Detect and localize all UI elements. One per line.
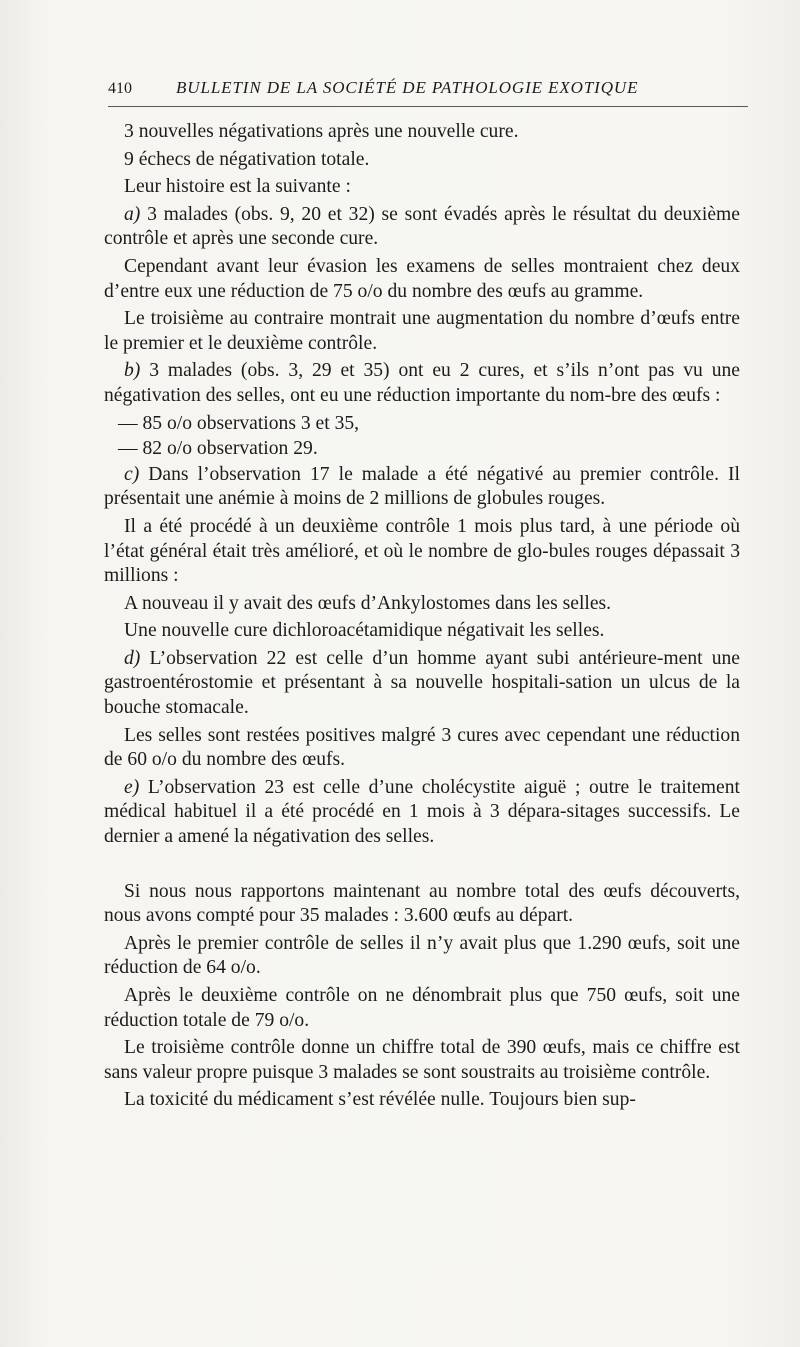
dash-item: — 82 o/o observation 29. bbox=[118, 438, 318, 460]
paragraph: 9 échecs de négativation totale. bbox=[124, 148, 370, 170]
paragraph-item-e: e) L’observation 23 est celle d’une cholécystite aiguë ; outre le traitement médical habituel il a été procédé en 1 mois à 3 dépara-sitages successifs. Le dernier a amené la négativation des selles. bbox=[104, 776, 740, 848]
item-label: b) bbox=[124, 360, 141, 382]
item-label: d) bbox=[124, 647, 141, 669]
paragraph: Le troisième au contraire montrait une augmentation du nombre d’œufs entre le premier et le deuxième contrôle. bbox=[104, 308, 740, 354]
paragraph: Leur histoire est la suivante : bbox=[124, 176, 351, 198]
page-header bbox=[108, 76, 748, 108]
header-rule bbox=[108, 106, 748, 107]
paragraph: Il a été procédé à un deuxième contrôle 1 mois plus tard, à une période où l’état général était très amélioré, et où le nombre de glo-bules rouges dépassait 3 millions : bbox=[104, 515, 740, 587]
paragraph: Le troisième contrôle donne un chiffre total de 390 œufs, mais ce chiffre est sans valeur propre puisque 3 malades se sont soustraits au troisième contrôle. bbox=[104, 1037, 740, 1083]
paragraph: Après le premier contrôle de selles il n’y avait plus que 1.290 œufs, soit une réduction de 64 o/o. bbox=[104, 932, 740, 979]
body-text bbox=[104, 120, 740, 1116]
page-number: 410 bbox=[108, 80, 132, 97]
item-label: e) bbox=[124, 776, 140, 798]
paragraph: Une nouvelle cure dichloroacétamidique négativait les selles. bbox=[124, 620, 605, 642]
paragraph: A nouveau il y avait des œufs d’Ankylostomes dans les selles. bbox=[124, 592, 612, 614]
item-label: c) bbox=[124, 463, 140, 485]
paragraph: Si nous nous rapportons maintenant au nombre total des œufs découverts, nous avons compté pour 35 malades : 3.600 œufs au départ. bbox=[104, 880, 740, 927]
paragraph-item-c: c) Dans l’observation 17 le malade a été négativé au premier contrôle. Il présentait une anémie à moins de 2 millions de globules rouges. bbox=[104, 463, 740, 510]
item-label: a) bbox=[124, 203, 141, 225]
dash-item: — 85 o/o observations 3 et 35, bbox=[118, 412, 360, 434]
paragraph-item-d: d) L’observation 22 est celle d’un homme ayant subi antérieure-ment une gastroentérostomie et présentant à sa nouvelle hospitali-sation un ulcus de la bouche stomacale. bbox=[104, 647, 740, 719]
paragraph: 3 nouvelles négativations après une nouvelle cure. bbox=[124, 121, 519, 142]
paragraph-item-b: b) 3 malades (obs. 3, 29 et 35) ont eu 2 cures, et s’ils n’ont pas vu une négativation des selles, ont eu une réduction importante du nom-bre des œufs : bbox=[104, 360, 740, 406]
running-title: BULLETIN DE LA SOCIÉTÉ DE PATHOLOGIE EXOTIQUE bbox=[176, 78, 639, 97]
paragraph-item-a: a) 3 malades (obs. 9, 20 et 32) se sont évadés après le résultat du deuxième contrôle et après une seconde cure. bbox=[104, 203, 740, 250]
paragraph: Cependant avant leur évasion les examens de selles montraient chez deux d’entre eux une réduction de 75 o/o du nombre des œufs au gramme. bbox=[104, 255, 740, 302]
paragraph: Après le deuxième contrôle on ne dénombrait plus que 750 œufs, soit une réduction totale de 79 o/o. bbox=[104, 985, 740, 1031]
paragraph: Les selles sont restées positives malgré 3 cures avec cependant une réduction de 60 o/o du nombre des œufs. bbox=[104, 724, 740, 771]
paragraph: La toxicité du médicament s’est révélée nulle. Toujours bien sup- bbox=[124, 1089, 636, 1111]
